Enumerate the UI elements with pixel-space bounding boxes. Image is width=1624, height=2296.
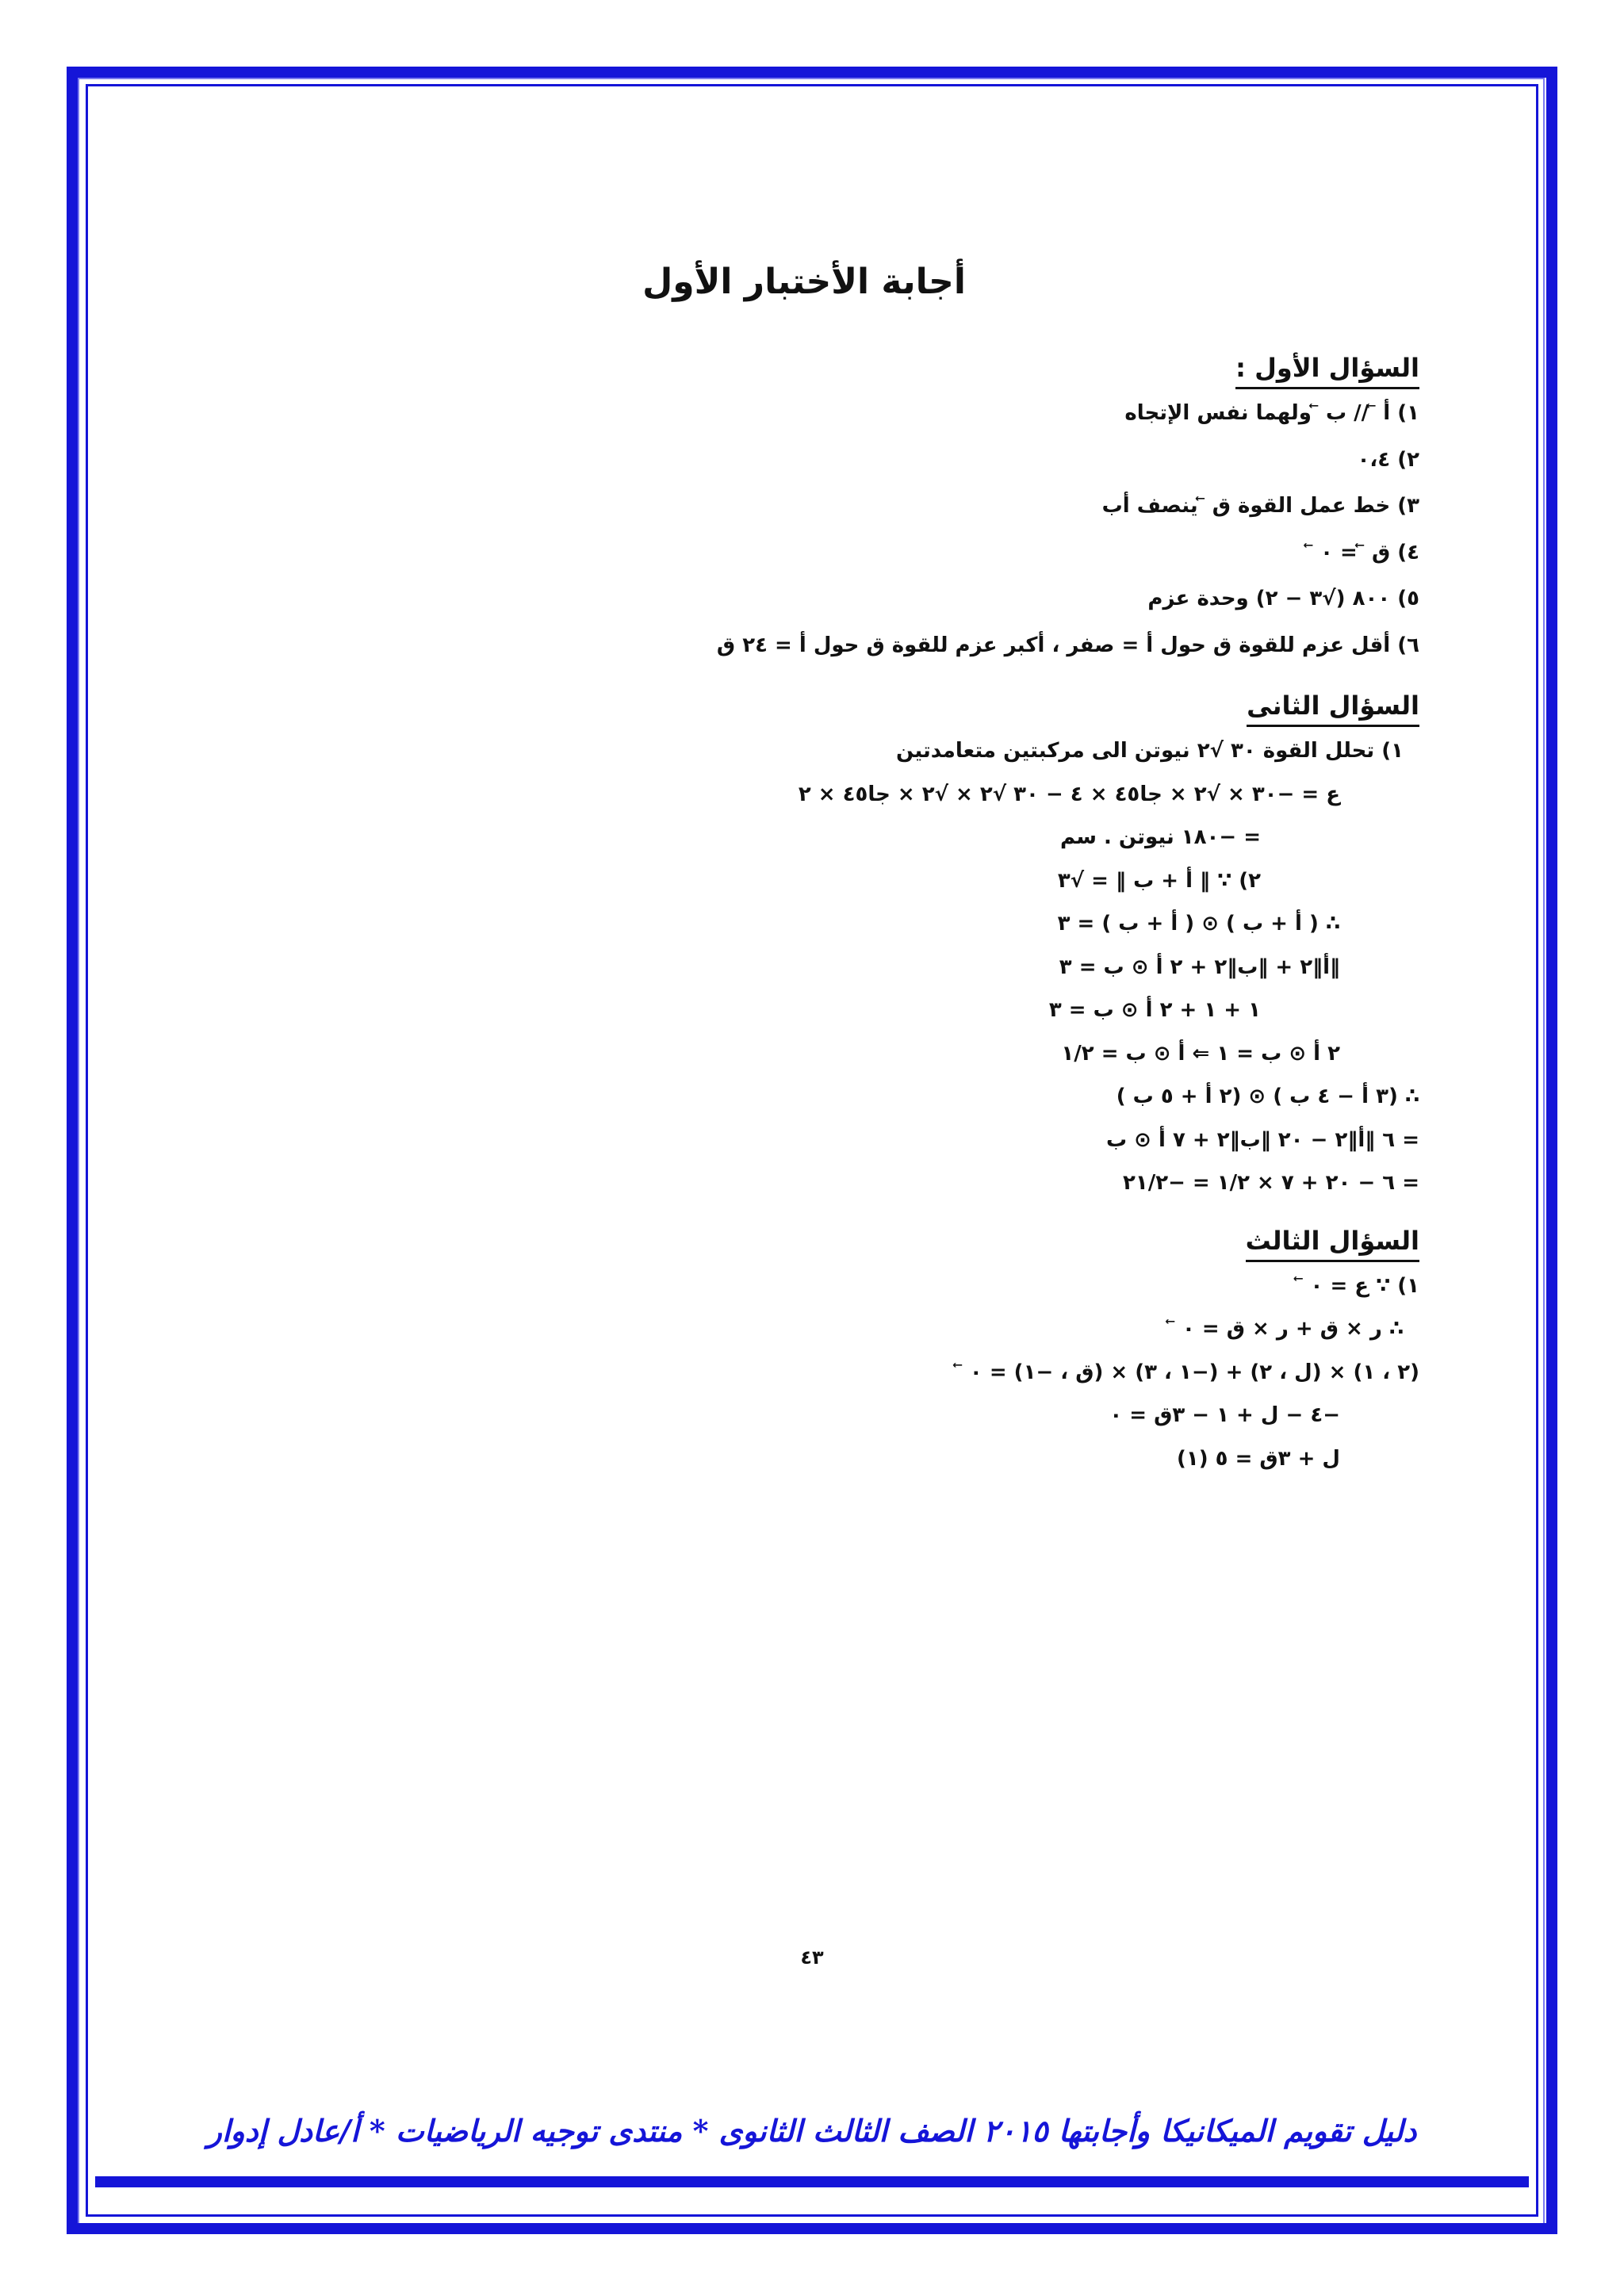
q2-line-3: = −١٨٠ نيوتن . سم <box>1059 825 1261 849</box>
q1-answer-1: ١) أ ⃖ // ب ⃖ ولهما نفس الإتجاه <box>1124 401 1419 425</box>
q2-line-10: = ٦ ‖أ‖٢ − ٢٠ ‖ب‖٢ + ٧ أ ⊙ ب <box>1105 1127 1419 1152</box>
question-3-heading: السؤال الثالث <box>1246 1225 1419 1262</box>
answers-content <box>444 341 1419 1489</box>
q2-line-9: ∴ (٣ أ − ٤ ب ) ⊙ (٢ أ + ٥ ب ) <box>1116 1085 1419 1108</box>
q1-answer-4: ٤) ق ⃖ = ٠ ⃖ <box>1313 540 1419 564</box>
footer-credit: دليل تقويم الميكانيكا وأجابتها ٢٠١٥ الصف الثالث الثانوى * منتدى توجيه الرياضيات * أ/عادل إدوار <box>207 2113 1417 2149</box>
page-title: أجابة الأختبار الأول <box>642 262 966 302</box>
q3-line-4: −٤ − ل + ١ − ٣ق = ٠ <box>1109 1403 1340 1427</box>
q2-line-4: ٢) ∵ ‖ أ + ب ‖ = √٣ <box>1057 868 1261 893</box>
footer-rule <box>95 2176 1529 2187</box>
q1-answer-3: ٣) خط عمل القوة ق ⃖ ينصف أب <box>1101 494 1419 518</box>
q2-line-6: ‖أ‖٢ + ‖ب‖٢ + ٢ أ ⊙ ب = ٣ <box>1059 955 1340 979</box>
q1-answer-5: ٥) ٨٠٠ (√٣ − ٢) وحدة عزم <box>1147 587 1419 610</box>
q1-answer-6: ٦) أقل عزم للقوة ق حول أ = صفر ، أكبر عزم للقوة ق حول أ = ٢٤ ق <box>716 633 1419 657</box>
q2-line-8: ٢ أ ⊙ ب = ١ ⇐ أ ⊙ ب = ١/٢ <box>1061 1041 1340 1066</box>
q3-line-2: ∴ ر × ق + ر × ق = ٠ ⃖ <box>1174 1317 1404 1341</box>
question-3-section <box>444 1214 1419 1472</box>
question-2-heading: السؤال الثانى <box>1247 690 1419 727</box>
q2-line-7: ١ + ١ + ٢ أ ⊙ ب = ٣ <box>1048 998 1261 1022</box>
page-number: ٤٣ <box>800 1946 824 1969</box>
q1-answer-2: ٢) ٠،٤ <box>1357 447 1419 472</box>
q2-line-11: = ٦ − ٢٠ + ٧ × ١/٢ = −٢١/٢ <box>1122 1171 1419 1195</box>
question-1-heading: السؤال الأول : <box>1235 352 1419 389</box>
question-1-section <box>444 341 1419 658</box>
q3-line-3: (٢ ، ١) × (ل ، ٢) + (−١ ، ٣) × (ق ، −١) = ٠ ⃖ <box>962 1360 1419 1384</box>
q2-line-1: ١) تحلل القوة ٣٠ √٢ نيوتن الى مركبتين متعامدتين <box>895 739 1404 763</box>
q3-line-1: ١) ∵ ع = ٠ ⃖ <box>1303 1273 1419 1298</box>
q2-line-2: ع = −٣٠ × √٢ × جا٤٥ × ٤ − ٣٠ √٢ × √٢ × جا٤٥ × ٢ <box>798 782 1340 806</box>
question-2-section <box>444 679 1419 1196</box>
q3-line-5: ل + ٣ق = ٥ (١) <box>1176 1446 1340 1471</box>
q2-line-5: ∴ ( أ + ب ) ⊙ ( أ + ب ) = ٣ <box>1057 912 1340 936</box>
